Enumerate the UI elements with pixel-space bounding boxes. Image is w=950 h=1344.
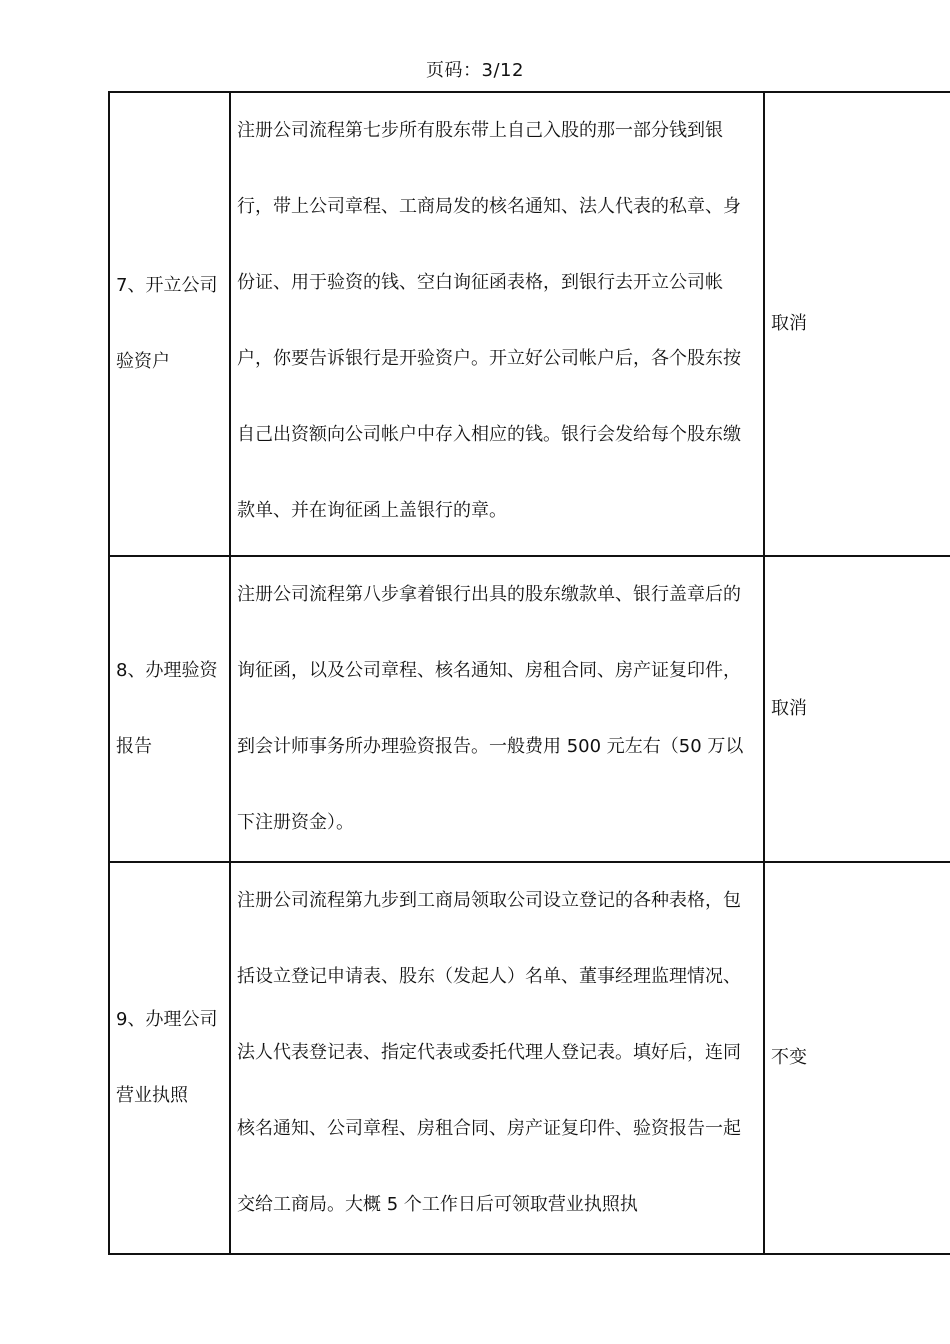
table-row (109, 556, 950, 862)
table-row (109, 92, 950, 556)
step-status-cell: 取消 (764, 92, 950, 556)
step-description-cell: 注册公司流程第八步拿着银行出具的股东缴款单、银行盖章后的询征函，以及公司章程、核名通知、房租合同、房产证复印件，到会计师事务所办理验资报告。一般费用 500 元左右（50 万以下注册资金）。 (230, 556, 764, 862)
table-row (109, 862, 950, 1254)
step-status-cell: 不变 (764, 862, 950, 1254)
page-number: 页码：3/12 (426, 60, 524, 81)
step-name-cell: 8、办理验资报告 (109, 556, 230, 862)
step-description-cell: 注册公司流程第七步所有股东带上自己入股的那一部分钱到银行，带上公司章程、工商局发的核名通知、法人代表的私章、身份证、用于验资的钱、空白询征函表格，到银行去开立公司帐户，你要告诉银行是开验资户。开立好公司帐户后，各个股东按自己出资额向公司帐户中存入相应的钱。银行会发给每个股东缴款单、并在询征函上盖银行的章。 (230, 92, 764, 556)
step-status-cell: 取消 (764, 556, 950, 862)
registration-steps-table (108, 91, 950, 1255)
step-name-cell: 9、办理公司营业执照 (109, 862, 230, 1254)
step-description-cell: 注册公司流程第九步到工商局领取公司设立登记的各种表格，包括设立登记申请表、股东（发起人）名单、董事经理监理情况、法人代表登记表、指定代表或委托代理人登记表。填好后，连同核名通知、公司章程、房租合同、房产证复印件、验资报告一起交给工商局。大概 5 个工作日后可领取营业执照执 (230, 862, 764, 1254)
step-name-cell: 7、开立公司验资户 (109, 92, 230, 556)
